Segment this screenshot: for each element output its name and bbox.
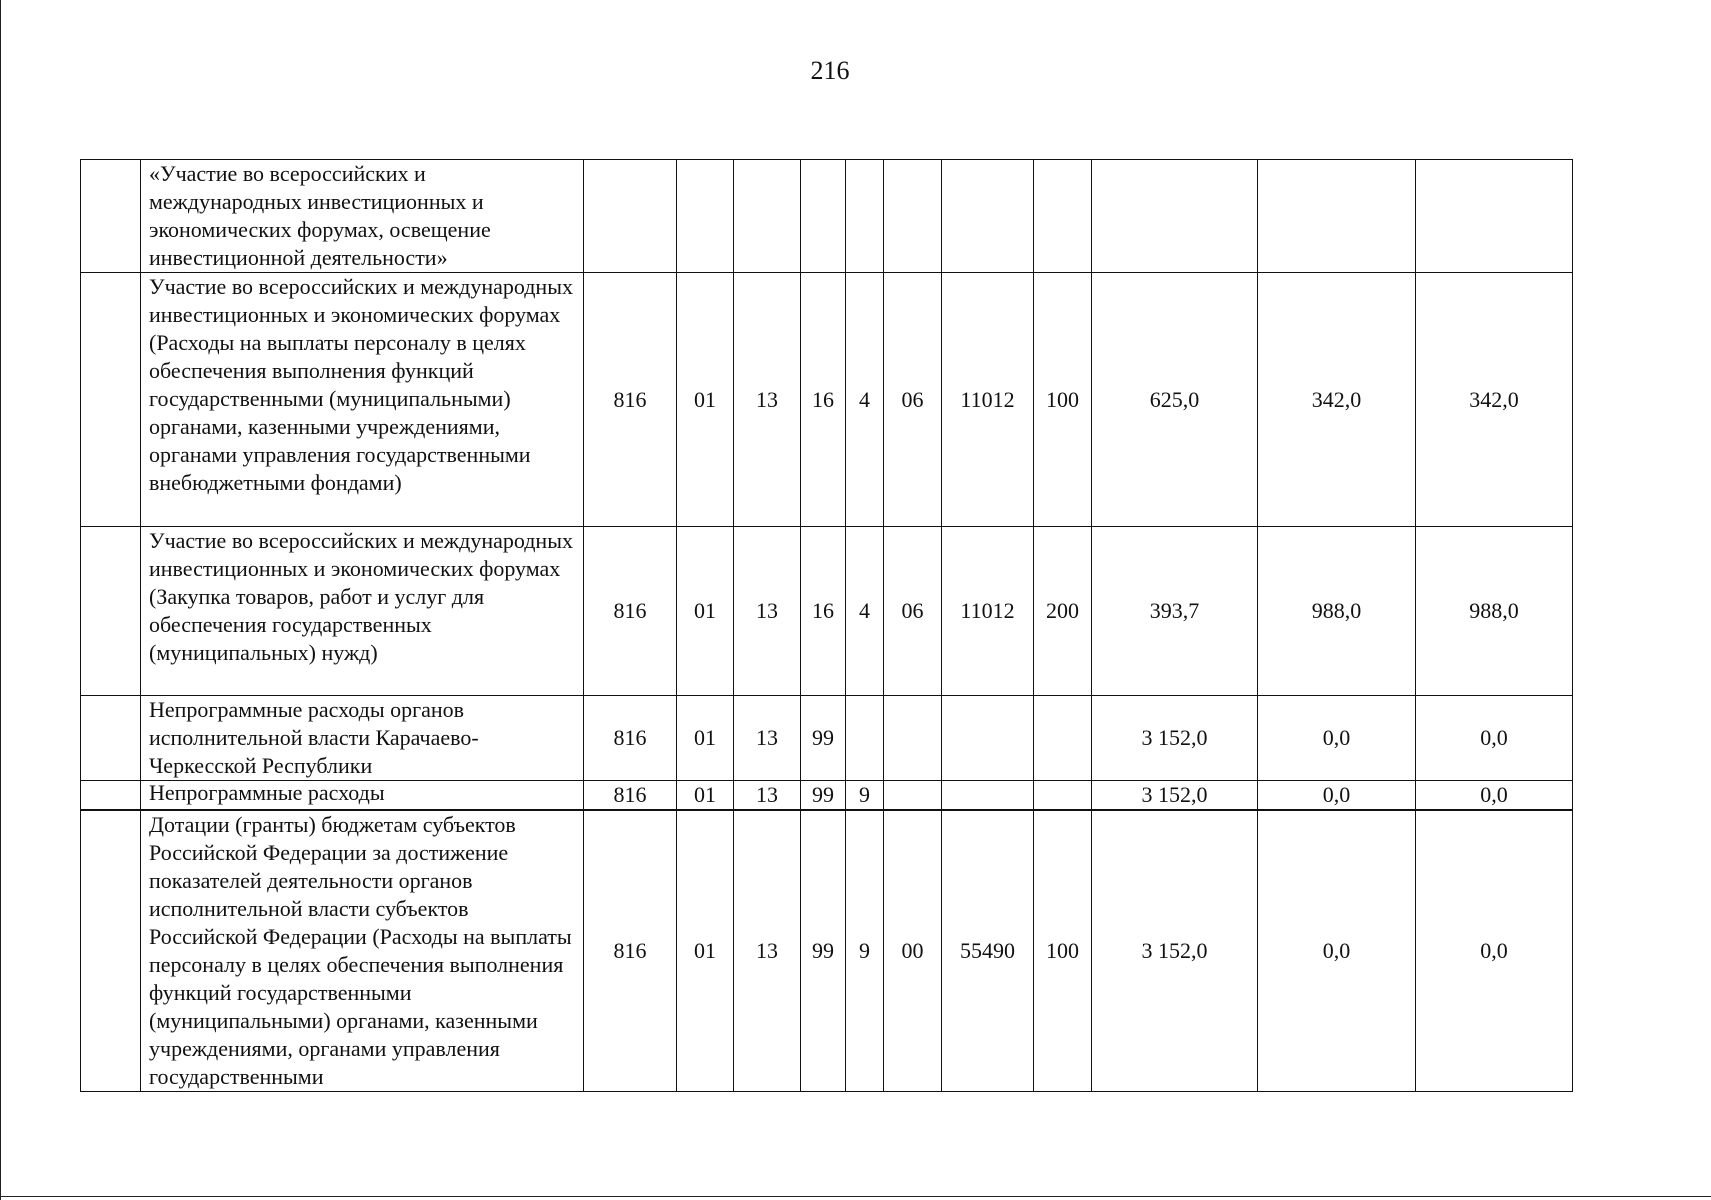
amount-2: 342,0 (1258, 273, 1416, 527)
subsection-code: 13 (734, 696, 801, 781)
ved-code: 816 (584, 810, 677, 1092)
program-code: 99 (801, 810, 846, 1092)
subsection-code: 13 (734, 273, 801, 527)
direction-code: 11012 (942, 273, 1034, 527)
section-code: 01 (677, 810, 734, 1092)
direction-code: 55490 (942, 810, 1034, 1092)
section-code: 01 (677, 781, 734, 810)
page-number: 216 (810, 56, 850, 85)
scan-left-edge (0, 0, 1, 1200)
section-code: 01 (677, 696, 734, 781)
row-number-cell (81, 527, 141, 696)
table-row (81, 527, 1573, 696)
amount-3: 988,0 (1416, 527, 1573, 696)
program-code: 16 (801, 527, 846, 696)
ved-code: 816 (584, 527, 677, 696)
ved-code (584, 160, 677, 273)
activity-code (884, 696, 942, 781)
amount-1: 393,7 (1092, 527, 1258, 696)
program-code: 99 (801, 696, 846, 781)
row-name: Непрограммные расходы органов исполнительной власти Карачаево-Черкесской Республики (141, 696, 584, 781)
amount-3: 342,0 (1416, 273, 1573, 527)
ved-code: 816 (584, 696, 677, 781)
table-row (81, 810, 1573, 1092)
row-name: «Участие во всероссийских и международных инвестиционных и экономических форумах, освещение инвестиционной деятельности» (141, 160, 584, 273)
amount-3: 0,0 (1416, 781, 1573, 810)
activity-code (884, 160, 942, 273)
amount-3: 0,0 (1416, 810, 1573, 1092)
activity-code: 06 (884, 273, 942, 527)
table-row (81, 696, 1573, 781)
ved-code: 816 (584, 273, 677, 527)
subprogram-code: 4 (846, 527, 884, 696)
row-number-cell (81, 696, 141, 781)
activity-code: 00 (884, 810, 942, 1092)
amount-1: 3 152,0 (1092, 696, 1258, 781)
amount-1: 625,0 (1092, 273, 1258, 527)
activity-code: 06 (884, 527, 942, 696)
amount-2 (1258, 160, 1416, 273)
amount-2: 0,0 (1258, 810, 1416, 1092)
section-code (677, 160, 734, 273)
expense-type-code (1034, 696, 1092, 781)
row-name: Дотации (гранты) бюджетам субъектов Российской Федерации за достижение показателей деятельности органов исполнительной власти субъектов Российской Федерации (Расходы на выплаты персоналу в целях обеспечения выполнения функций государственными (муниципальными) органами, казенными учреждениями, органами управления государственными (141, 810, 584, 1092)
expense-type-code: 100 (1034, 810, 1092, 1092)
subsection-code (734, 160, 801, 273)
subsection-code: 13 (734, 810, 801, 1092)
amount-2: 0,0 (1258, 696, 1416, 781)
amount-3 (1416, 160, 1573, 273)
program-code (801, 160, 846, 273)
row-number-cell (81, 160, 141, 273)
amount-1: 3 152,0 (1092, 781, 1258, 810)
section-code: 01 (677, 527, 734, 696)
row-number-cell (81, 810, 141, 1092)
subprogram-code (846, 696, 884, 781)
subsection-code: 13 (734, 527, 801, 696)
direction-code: 11012 (942, 527, 1034, 696)
scan-bottom-edge (0, 1196, 1711, 1197)
direction-code (942, 696, 1034, 781)
row-number-cell (81, 781, 141, 810)
amount-2: 988,0 (1258, 527, 1416, 696)
amount-1: 3 152,0 (1092, 810, 1258, 1092)
budget-table (80, 159, 1573, 1092)
subprogram-code: 4 (846, 273, 884, 527)
ved-code: 816 (584, 781, 677, 810)
direction-code (942, 781, 1034, 810)
row-number-cell (81, 273, 141, 527)
amount-3: 0,0 (1416, 696, 1573, 781)
direction-code (942, 160, 1034, 273)
amount-1 (1092, 160, 1258, 273)
expense-type-code: 200 (1034, 527, 1092, 696)
table-row (81, 781, 1573, 810)
program-code: 16 (801, 273, 846, 527)
expense-type-code (1034, 160, 1092, 273)
amount-2: 0,0 (1258, 781, 1416, 810)
expense-type-code: 100 (1034, 273, 1092, 527)
table-row (81, 273, 1573, 527)
subprogram-code: 9 (846, 781, 884, 810)
section-code: 01 (677, 273, 734, 527)
subsection-code: 13 (734, 781, 801, 810)
row-name: Участие во всероссийских и международных инвестиционных и экономических форумах (Закупка товаров, работ и услуг для обеспечения государственных (муниципальных) нужд) (141, 527, 584, 696)
activity-code (884, 781, 942, 810)
row-name: Участие во всероссийских и международных инвестиционных и экономических форумах (Расходы на выплаты персоналу в целях обеспечения выполнения функций государственными (муниципальными) органами, казенными учреждениями, органами управления государственными внебюджетными фондами) (141, 273, 584, 527)
table-row (81, 160, 1573, 273)
expense-type-code (1034, 781, 1092, 810)
program-code: 99 (801, 781, 846, 810)
subprogram-code: 9 (846, 810, 884, 1092)
row-name: Непрограммные расходы (141, 781, 584, 810)
subprogram-code (846, 160, 884, 273)
